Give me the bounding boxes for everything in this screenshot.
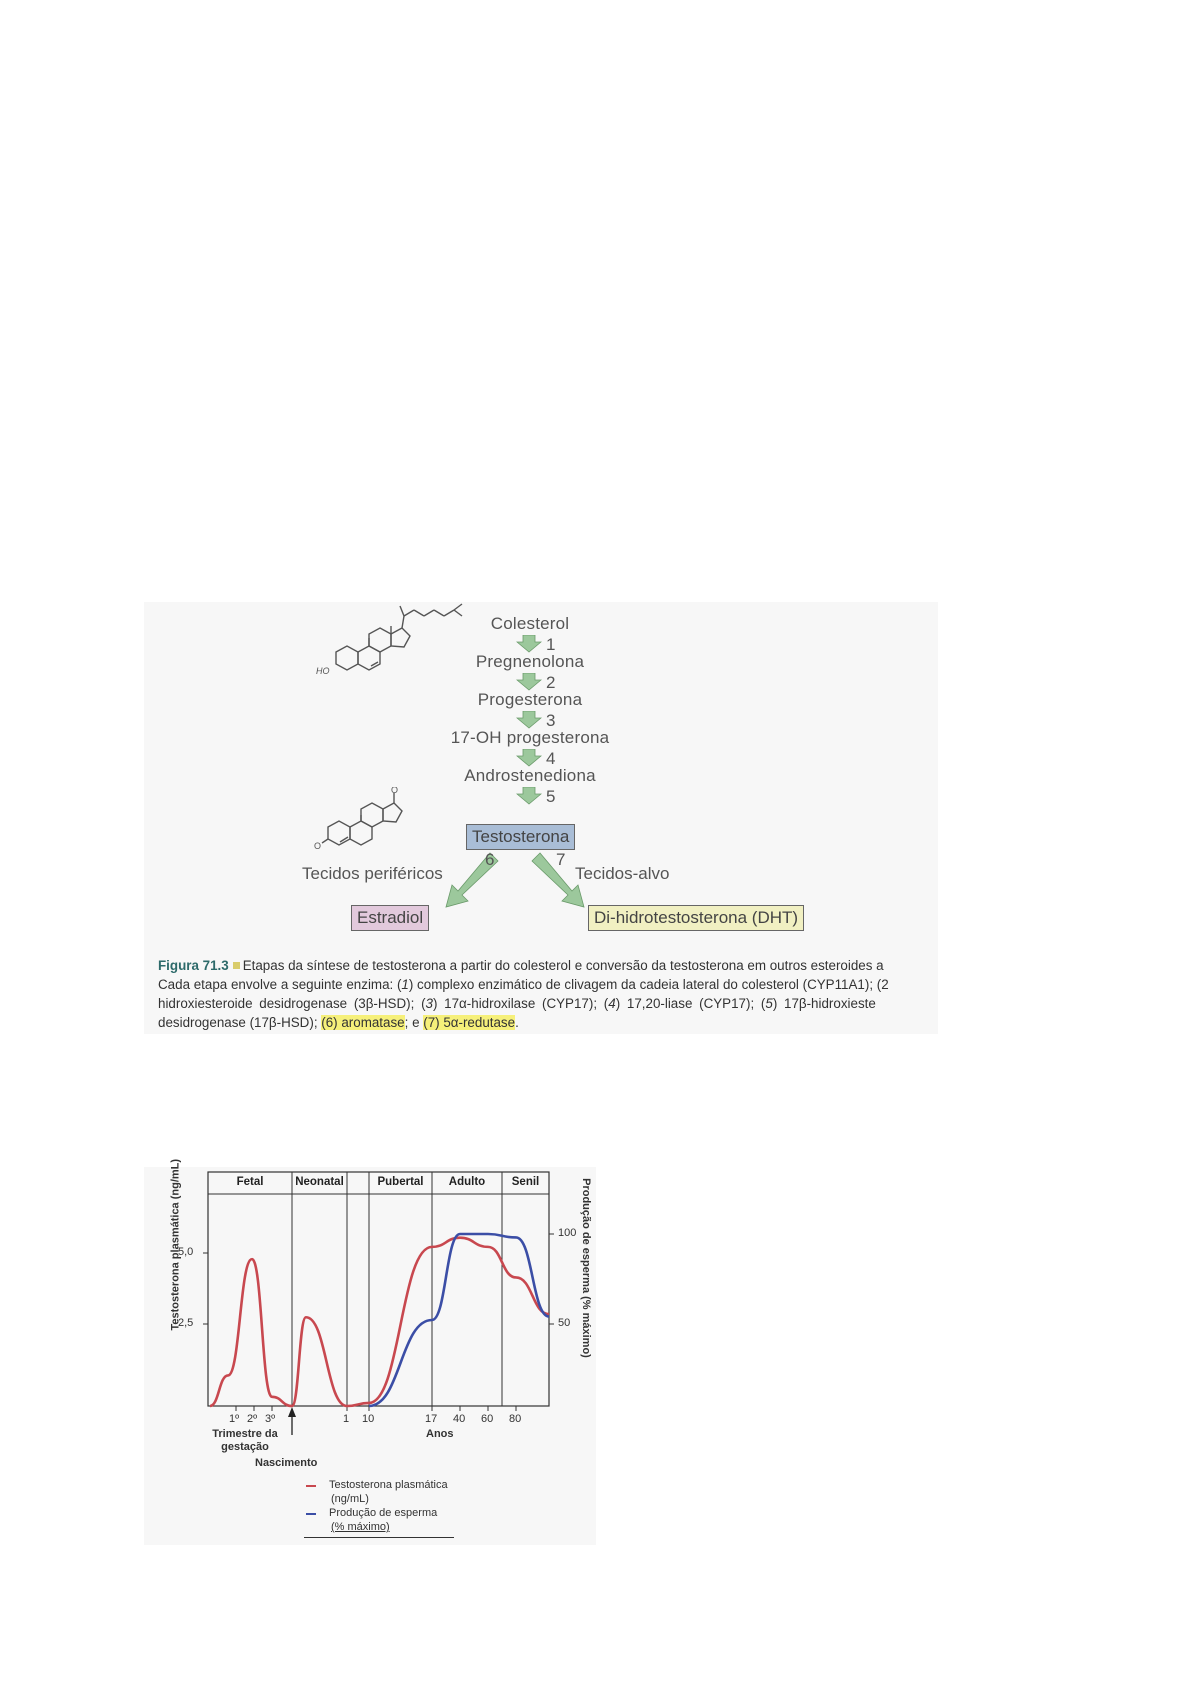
phase-adult: Adulto xyxy=(448,1176,486,1188)
testosterone-lifespan-chart xyxy=(144,1158,596,1545)
x-tick-label: 17 xyxy=(425,1413,438,1425)
caption-text: ) 17α-hidroxilase (CYP17); ( xyxy=(432,996,609,1011)
pregnenolone-label: Pregnenolona xyxy=(475,652,585,671)
estradiol-box: Estradiol xyxy=(351,905,429,931)
sperm-series-line xyxy=(369,1234,549,1406)
phase-fetal: Fetal xyxy=(236,1176,264,1188)
step-5-arrow-icon xyxy=(516,787,542,805)
hydroxyl-label: HO xyxy=(316,666,330,676)
target-tissues-label: Tecidos-alvo xyxy=(575,864,670,883)
legend-label: (% máximo) xyxy=(331,1521,390,1533)
step-4-arrow-icon xyxy=(516,749,542,767)
caption-text: ; e xyxy=(404,1015,424,1030)
caption-line-1: Etapas da síntese de testosterona a partir do colesterol e conversão da testosterona em outros esteroides a xyxy=(242,958,884,973)
x-label-gestation: Trimestre da gestação xyxy=(212,1428,278,1453)
highlight-5a-reductase: (7) 5α-redutase xyxy=(423,1015,516,1030)
phase-senile: Senil xyxy=(511,1176,540,1188)
x-tick-label: 60 xyxy=(481,1413,494,1425)
highlight-aromatase: (6) aromatase xyxy=(321,1015,405,1030)
peripheral-tissues-label: Tecidos periféricos xyxy=(302,864,443,883)
y-left-axis-title xyxy=(169,1158,183,1331)
figure-label: Figura 71.3 xyxy=(158,958,229,973)
caption-text: . xyxy=(515,1015,519,1030)
androstenedione-label: Androstenediona xyxy=(464,766,596,785)
y-left-label-text: Testosterona plasmática (ng/mL) xyxy=(169,1158,182,1331)
x-label-years: Anos xyxy=(426,1428,454,1440)
y-left-tick-label: 2,5 xyxy=(178,1317,194,1329)
legend-underline xyxy=(304,1537,454,1538)
step-1-arrow-icon xyxy=(516,635,542,653)
step-1-number: 1 xyxy=(546,635,556,654)
step-6-arrow-icon xyxy=(442,851,512,911)
birth-arrowhead-icon xyxy=(288,1407,296,1417)
legend-blue-dash-icon xyxy=(306,1513,316,1515)
birth-label: Nascimento xyxy=(255,1457,318,1469)
caption-step-number: 4 xyxy=(608,996,616,1011)
x-tick-label: 80 xyxy=(509,1413,522,1425)
step-4-number: 4 xyxy=(546,749,556,768)
step-2-number: 2 xyxy=(546,673,556,692)
cholesterol-structure-image xyxy=(314,602,474,682)
phase-pubertal: Pubertal xyxy=(377,1176,424,1188)
x-tick-label: 2º xyxy=(247,1413,258,1425)
x-tick-label: 1º xyxy=(229,1413,240,1425)
step-5-number: 5 xyxy=(546,787,556,806)
y-right-axis-title: Produção de esperma (% máximo) xyxy=(580,1178,592,1358)
step-2-arrow-icon xyxy=(516,673,542,691)
step-7-number: 7 xyxy=(556,850,566,869)
caption-text: ) 17β-hidroxieste xyxy=(772,996,876,1011)
caption-step-number: 1 xyxy=(401,977,409,992)
legend-sperm xyxy=(329,1506,437,1534)
x-tick-label: 1 xyxy=(343,1413,350,1425)
dht-box: Di-hidrotestosterona (DHT) xyxy=(588,905,804,931)
legend-label: (ng/mL) xyxy=(331,1493,369,1505)
caption-text: ) complexo enzimático de clivagem da cadeia lateral do colesterol (CYP11A1); (2 xyxy=(408,977,889,992)
y-right-tick-label: 100 xyxy=(558,1227,577,1239)
caption-text: Cada etapa envolve a seguinte enzima: ( xyxy=(158,977,402,992)
testosterone-box: Testosterona xyxy=(466,824,575,850)
caption-text: desidrogenase (17β-HSD); xyxy=(158,1015,322,1030)
y-left-tick-label: 5,0 xyxy=(178,1246,194,1258)
y-right-tick-label: 50 xyxy=(558,1317,571,1329)
legend-red-dash-icon xyxy=(306,1485,316,1487)
legend-label: Produção de esperma xyxy=(329,1507,438,1519)
hydroxyprogesterone-label: 17-OH progesterona xyxy=(450,728,610,747)
steroid-synthesis-figure xyxy=(144,602,938,1034)
x-tick-label: 3º xyxy=(265,1413,276,1425)
step-6-number: 6 xyxy=(485,850,495,869)
caption-step-number: 5 xyxy=(765,996,773,1011)
step-3-number: 3 xyxy=(546,711,556,730)
phase-neonatal: Neonatal xyxy=(295,1176,344,1188)
figure-caption xyxy=(158,956,938,1032)
x-tick-label: 10 xyxy=(362,1413,375,1425)
ketone-label-1: O xyxy=(314,841,322,851)
caption-text: ) 17,20-liase (CYP17); ( xyxy=(615,996,766,1011)
caption-step-number: 3 xyxy=(425,996,433,1011)
step-3-arrow-icon xyxy=(516,711,542,729)
square-bullet-icon xyxy=(233,962,240,969)
cholesterol-label: Colesterol xyxy=(490,614,570,633)
legend-label: Testosterona plasmática xyxy=(329,1479,448,1491)
testosterone-structure-image xyxy=(314,787,424,867)
caption-text: hidroxiesteroide desidrogenase (3β-HSD); ( xyxy=(158,996,426,1011)
testosterone-series-line xyxy=(210,1238,549,1406)
ketone-label-2: O xyxy=(391,787,399,795)
legend-testosterone xyxy=(329,1478,448,1506)
progesterone-label: Progesterona xyxy=(477,690,583,709)
x-tick-label: 40 xyxy=(453,1413,466,1425)
